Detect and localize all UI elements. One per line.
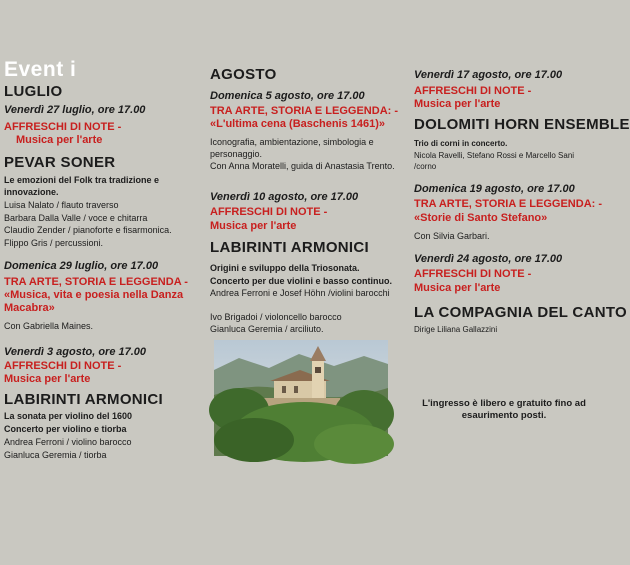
performer-line: Andrea Ferroni / violino barocco xyxy=(4,437,132,447)
director-line: Dirige Liliana Gallazzini xyxy=(414,325,498,334)
event-series-sub: Macabra» xyxy=(4,302,55,314)
event-date: Venerdì 27 luglio, ore 17.00 xyxy=(4,104,146,116)
event-series: AFFRESCHI DI NOTE - xyxy=(414,85,532,97)
event-subtitle: Trio di corni in concerto. xyxy=(414,139,508,148)
performer-line: Barbara Dalla Valle / voce e chitarra xyxy=(4,213,148,223)
event-series: TRA ARTE, STORIA E LEGGENDA: - xyxy=(414,198,603,210)
event-subtitle: Concerto per due violini e basso continuo. xyxy=(210,276,393,286)
event-title: LA COMPAGNIA DEL CANTO xyxy=(414,304,627,321)
performer-line: Flippo Gris / percussioni. xyxy=(4,238,104,248)
church-photo xyxy=(214,340,388,456)
event-date: Domenica 5 agosto, ore 17.00 xyxy=(210,90,365,102)
event-title: LABIRINTI ARMONICI xyxy=(210,239,369,256)
guide-line: Con Gabriella Maines. xyxy=(4,321,94,331)
performer-line: Andrea Ferroni e Josef Höhn /violini barocchi xyxy=(210,288,390,298)
event-date: Venerdì 10 agosto, ore 17.00 xyxy=(210,191,359,203)
event-series: AFFRESCHI DI NOTE - xyxy=(414,268,532,280)
event-series-sub: Musica per l'arte xyxy=(210,220,297,232)
event-series: TRA ARTE, STORIA E LEGGENDA: - xyxy=(210,105,399,117)
eventi-heading: Event i xyxy=(4,58,77,81)
event-series-sub: Musica per l'arte xyxy=(414,98,501,110)
event-subtitle: Le emozioni del Folk tra tradizione e innovazione. xyxy=(4,175,160,197)
event-date: Venerdì 24 agosto, ore 17.00 xyxy=(414,253,563,265)
guide-line: Con Anna Moratelli, guida di Anastasia Trento. xyxy=(210,161,395,171)
entry-info: L'ingresso è libero e gratuito fino ad esaurimento posti. xyxy=(422,398,586,421)
event-title: PEVAR SONER xyxy=(4,154,116,171)
event-title: LABIRINTI ARMONICI xyxy=(4,391,163,408)
event-series-sub: «Storie di Santo Stefano» xyxy=(414,212,548,224)
month-agosto: AGOSTO xyxy=(210,66,277,83)
event-series-sub: Musica per l'arte xyxy=(414,282,501,294)
event-date: Venerdì 17 agosto, ore 17.00 xyxy=(414,69,563,81)
performer-line: Gianluca Geremia / arciliuto. xyxy=(210,324,324,334)
event-subtitle: Origini e sviluppo della Triosonata. xyxy=(210,263,360,273)
performer-line: Ivo Brigadoi / violoncello barocco xyxy=(210,312,342,322)
event-series-sub: Musica per l'arte xyxy=(16,134,103,146)
event-series: AFFRESCHI DI NOTE - xyxy=(210,206,328,218)
event-title: DOLOMITI HORN ENSEMBLE xyxy=(414,116,630,133)
performer-line: Gianluca Geremia / tiorba xyxy=(4,450,107,460)
event-subtitle: Concerto per violino e tiorba xyxy=(4,424,127,434)
event-series-sub: «L'ultima cena (Baschenis 1461)» xyxy=(210,118,386,130)
event-series-sub: Musica per l'arte xyxy=(4,373,91,385)
performer-line: Nicola Ravelli, Stefano Rossi e Marcello Sani /corno xyxy=(414,151,575,171)
event-series: AFFRESCHI DI NOTE - xyxy=(4,360,122,372)
event-date: Venerdì 3 agosto, ore 17.00 xyxy=(4,346,147,358)
event-date: Domenica 29 luglio, ore 17.00 xyxy=(4,260,159,272)
event-date: Domenica 19 agosto, ore 17.00 xyxy=(414,183,575,195)
guide-line: Con Silvia Garbari. xyxy=(414,231,490,241)
event-series: AFFRESCHI DI NOTE - xyxy=(4,121,122,133)
event-series-sub: «Musica, vita e poesia nella Danza xyxy=(4,289,184,301)
event-description: Iconografia, ambientazione, simbologia e personaggio. xyxy=(210,137,374,159)
performer-line: Luisa Nalato / flauto traverso xyxy=(4,200,119,210)
event-subtitle: La sonata per violino del 1600 xyxy=(4,411,133,421)
performer-line: Claudio Zender / pianoforte e fisarmonica. xyxy=(4,225,172,235)
month-luglio: LUGLIO xyxy=(4,83,63,100)
event-series: TRA ARTE, STORIA E LEGGENDA - xyxy=(4,276,188,288)
